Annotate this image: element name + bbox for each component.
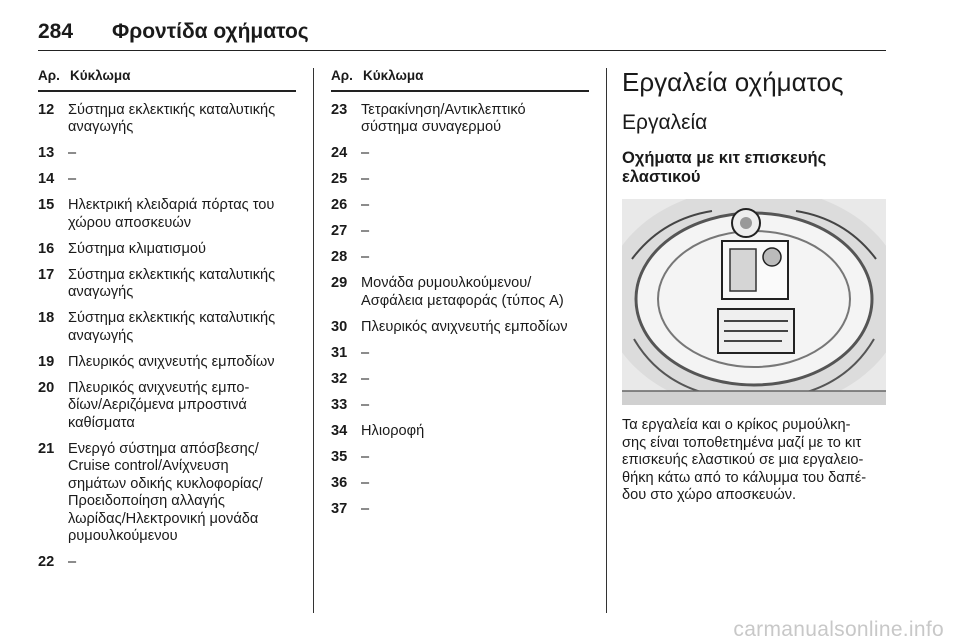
table-row: [331, 223, 589, 241]
table-row: [331, 449, 589, 467]
column-divider: [313, 68, 314, 613]
fuse-number: 26: [331, 197, 348, 213]
fuse-number: 16: [38, 240, 55, 257]
table-row: [331, 397, 589, 415]
fuse-number: 17: [38, 266, 55, 283]
table-body: [331, 92, 589, 518]
fuse-number: 25: [331, 171, 348, 187]
circuit-name: Σύστημα εκλεκτικής καταλυτικής αναγωγής: [68, 266, 276, 300]
circuit-name: Πλευρικός ανιχνευτής εμποδίων: [68, 353, 275, 370]
table-row: [38, 310, 296, 345]
fuse-number: 32: [331, 370, 348, 387]
col-circuit-header: Κύκλωμα: [363, 68, 424, 83]
fuse-table-left: [38, 68, 296, 572]
table-row: [38, 171, 296, 189]
circuit-name: –: [361, 145, 370, 161]
circuit-name: Πλευρικός ανιχνευτής εμποδίων: [361, 318, 568, 335]
fuse-number: 28: [331, 249, 348, 265]
circuit-name: –: [361, 500, 370, 517]
circuit-name: Σύστημα κλιματισμού: [68, 240, 206, 257]
toolbox-photo: [622, 199, 886, 405]
fuse-number: 18: [38, 310, 55, 326]
table-row: [331, 171, 589, 189]
table-row: [331, 345, 589, 363]
fuse-table-right: [331, 68, 589, 518]
fuse-number: 12: [38, 101, 55, 118]
circuit-name: Σύστημα εκλεκτικής καταλυτικής αναγωγής: [68, 101, 276, 135]
table-row: [38, 554, 296, 572]
fuse-number: 34: [331, 422, 348, 439]
table-row: [331, 475, 589, 493]
circuit-name: Σύστημα εκλεκτικής καταλυτικής αναγωγής: [68, 310, 276, 344]
col-no-header: Αρ.: [331, 68, 353, 83]
table-row: [331, 145, 589, 163]
subsection-heading: Εργαλεία: [622, 111, 708, 134]
figure-caption: Τα εργαλεία και ο κρίκος ρυμούλκη- σης είναι τοποθετημένα μαζί με το κιτ επισκευής ελαστικού σε μια εργαλειο- θήκη κάτω από το κάλυμμα του δαπέ- δου στο χώρο αποσκευών.: [622, 417, 867, 503]
fuse-number: 22: [38, 554, 55, 570]
circuit-name: Ηλεκτρική κλειδαριά πόρτας του χώρου αποσκευών: [68, 197, 275, 231]
section-heading: Εργαλεία οχήματος: [622, 67, 844, 97]
table-header: [331, 68, 589, 92]
table-row: [331, 197, 589, 215]
circuit-name: –: [361, 396, 370, 413]
table-row: [38, 380, 296, 433]
table-row: [331, 319, 589, 337]
page-title: Φροντίδα οχήματος: [112, 20, 309, 43]
spare-well-illustration: [622, 199, 886, 405]
table-row: [38, 197, 296, 232]
fuse-number: 31: [331, 344, 348, 361]
table-row: [38, 441, 296, 546]
table-row: [38, 241, 296, 259]
circuit-name: –: [361, 249, 370, 265]
circuit-name: –: [68, 171, 77, 187]
fuse-number: 13: [38, 145, 55, 161]
fuse-number: 21: [38, 440, 55, 457]
page-header: [38, 20, 886, 51]
circuit-name: –: [361, 223, 370, 239]
fuse-number: 23: [331, 101, 348, 118]
circuit-name: Ενεργό σύστημα απόσβεσης/ Cruise control/Ανίχνευση σημάτων οδικής κυκλοφορίας/ Προειδοποίηση αλλαγής λωρίδας/Ηλεκτρονική μονάδα ρυμουλκούμενου: [68, 440, 263, 544]
circuit-name: –: [68, 554, 77, 570]
fuse-number: 27: [331, 223, 348, 239]
table-row: [331, 371, 589, 389]
col-no-header: Αρ.: [38, 68, 60, 83]
table-row: [331, 102, 589, 137]
col-circuit-header: Κύκλωμα: [70, 68, 131, 83]
circuit-name: Πλευρικός ανιχνευτής εμπο- δίων/Αεριζόμενα μπροστινά καθίσματα: [68, 379, 250, 431]
circuit-name: –: [68, 145, 77, 161]
table-body: [38, 92, 296, 572]
table-row: [38, 102, 296, 137]
fuse-number: 24: [331, 145, 348, 161]
fuse-number: 37: [331, 500, 348, 517]
fuse-number: 20: [38, 379, 55, 396]
table-row: [38, 145, 296, 163]
fuse-number: 19: [38, 353, 55, 370]
page-number: 284: [38, 20, 74, 43]
circuit-name: Τετρακίνηση/Αντικλεπτικό σύστημα συναγερμού: [361, 101, 526, 135]
circuit-name: Μονάδα ρυμουλκούμενου/ Ασφάλεια μεταφοράς (τύπος A): [361, 275, 564, 309]
table-row: [331, 423, 589, 441]
table-row: [331, 501, 589, 519]
circuit-name: –: [361, 474, 370, 491]
table-row: [331, 249, 589, 267]
column-divider: [606, 68, 607, 613]
fuse-number: 36: [331, 474, 348, 491]
fuse-number: 35: [331, 448, 348, 465]
table-header: [38, 68, 296, 92]
fuse-number: 33: [331, 396, 348, 413]
table-row: [331, 275, 589, 310]
table-row: [38, 354, 296, 372]
table-row: [38, 267, 296, 302]
vehicle-tools-section: [622, 68, 886, 505]
fuse-number: 29: [331, 275, 348, 291]
circuit-name: –: [361, 171, 370, 187]
circuit-name: Ηλιοροφή: [361, 422, 425, 439]
fuse-number: 14: [38, 171, 55, 187]
circuit-name: –: [361, 370, 370, 387]
subheading: Οχήματα με κιτ επισκευής ελαστικού: [622, 149, 827, 186]
circuit-name: –: [361, 448, 370, 465]
circuit-name: –: [361, 197, 370, 213]
circuit-name: –: [361, 344, 370, 361]
fuse-number: 30: [331, 318, 348, 335]
watermark: carmanualsonline.info: [733, 618, 944, 641]
fuse-number: 15: [38, 197, 55, 213]
